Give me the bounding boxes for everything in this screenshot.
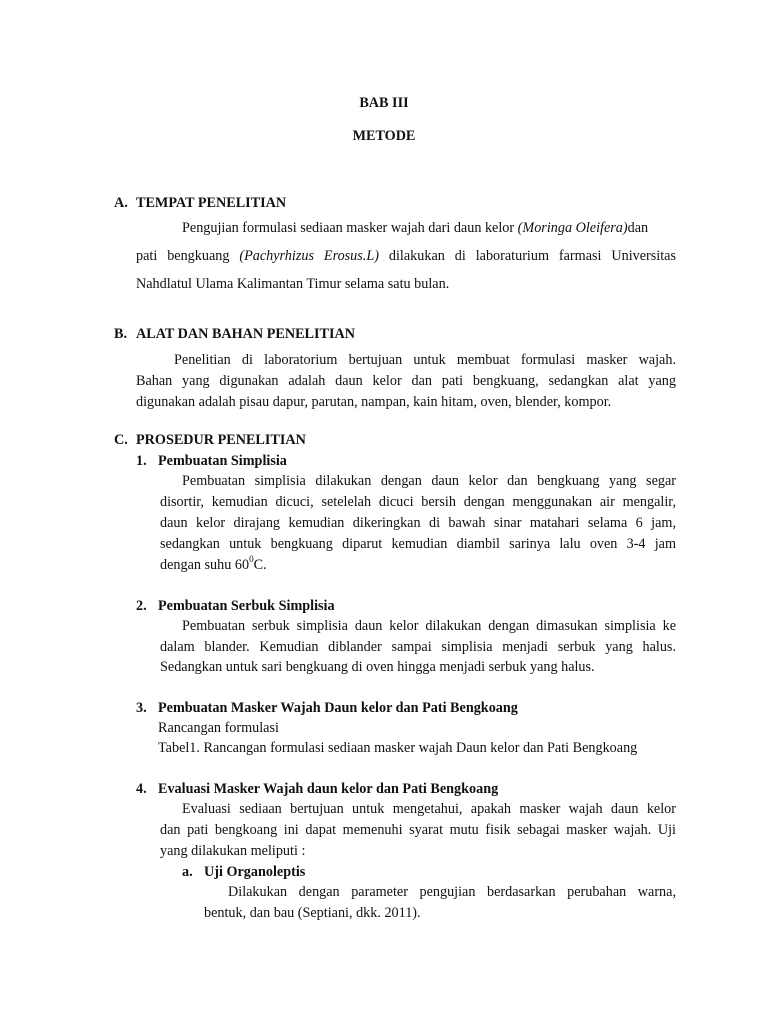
section-b-line-3: digunakan adalah pisau dapur, parutan, nampan, kain hitam, oven, blender, kompor. (136, 394, 612, 410)
chapter-label: BAB III (359, 95, 409, 111)
item-2-line-3: Sedangkan untuk sari bengkuang di oven hingga menjadi serbuk yang halus. (160, 659, 595, 675)
sub-a-line-2: bentuk, dan bau (Septiani, dkk. 2011). (204, 905, 421, 921)
item-1-line-4: sedangkan untuk bengkuang diparut kemudian diambil sarinya lalu oven 3-4 jam (160, 536, 676, 552)
item-1-title: Pembuatan Simplisia (158, 453, 287, 469)
section-b-heading: ALAT DAN BAHAN PENELITIAN (136, 326, 356, 342)
item-2-line-2: dalam blander. Kemudian diblander sampai simplisia menjadi serbuk yang halus. (160, 639, 676, 655)
text: dengan suhu 60 (160, 557, 250, 573)
item-1-number: 1. (136, 453, 147, 469)
text: dilakukan di laboraturium farmasi Universitas (378, 248, 676, 264)
item-4-number: 4. (136, 781, 147, 797)
latin-name: (Pachyrhizus Erosus.L) (239, 248, 379, 264)
sub-a-title: Uji Organoleptis (204, 864, 306, 880)
section-a-marker: A. (114, 195, 128, 211)
item-4-line-1: Evaluasi sediaan bertujuan untuk mengetahui, apakah masker wajah daun kelor (182, 801, 676, 817)
sub-a-line-1: Dilakukan dengan parameter pengujian berdasarkan perubahan warna, (228, 884, 676, 900)
item-3-title: Pembuatan Masker Wajah Daun kelor dan Pati Bengkoang (158, 700, 518, 716)
item-2-title: Pembuatan Serbuk Simplisia (158, 598, 335, 614)
section-c-marker: C. (114, 432, 128, 448)
text: C. (253, 557, 267, 573)
item-2-number: 2. (136, 598, 147, 614)
item-4-title: Evaluasi Masker Wajah daun kelor dan Pati Bengkoang (158, 781, 499, 797)
chapter-title: METODE (352, 128, 416, 144)
item-3-line-1: Rancangan formulasi (158, 720, 279, 736)
item-1-line-1: Pembuatan simplisia dilakukan dengan daun kelor dan bengkuang yang segar (182, 473, 676, 489)
item-2-line-1: Pembuatan serbuk simplisia daun kelor dilakukan dengan dimasukan simplisia ke (182, 618, 676, 634)
item-4-line-3: yang dilakukan meliputi : (160, 843, 306, 859)
latin-name: (Moringa Oleifera) (517, 220, 628, 236)
item-1-line-5 (160, 554, 267, 574)
section-a-heading: TEMPAT PENELITIAN (136, 195, 287, 211)
section-b-marker: B. (114, 326, 128, 342)
item-3-table-caption: Tabel1. Rancangan formulasi sediaan masker wajah Daun kelor dan Pati Bengkoang (158, 740, 638, 756)
text: Pengujian formulasi sediaan masker wajah dari daun kelor (182, 220, 518, 236)
section-a-line-1 (182, 220, 676, 237)
superscript: 0 (249, 554, 254, 565)
text: pati bengkuang (136, 248, 240, 264)
item-1-line-3: daun kelor dirajang kemudian dikeringkan di bawah sinar matahari selama 6 jam, (160, 515, 676, 531)
sub-a-marker: a. (182, 864, 193, 880)
text: dan (627, 220, 649, 236)
item-1-line-2: disortir, kemudian dicuci, setelelah dicuci bersih dengan menggunakan air mengalir, (160, 494, 676, 510)
item-3-number: 3. (136, 700, 147, 716)
section-a-line-2 (136, 248, 676, 265)
section-a-line-3: Nahdlatul Ulama Kalimantan Timur selama satu bulan. (136, 276, 450, 292)
section-b-line-2: Bahan yang digunakan adalah daun kelor dan pati bengkuang, sedangkan alat yang (136, 373, 676, 389)
section-c-heading: PROSEDUR PENELITIAN (136, 432, 306, 448)
section-b-line-1: Penelitian di laboratorium bertujuan untuk membuat formulasi masker wajah. (174, 352, 676, 368)
item-4-line-2: dan pati bengkoang ini dapat memenuhi syarat mutu fisik sebagai masker wajah. Uji (160, 822, 676, 838)
